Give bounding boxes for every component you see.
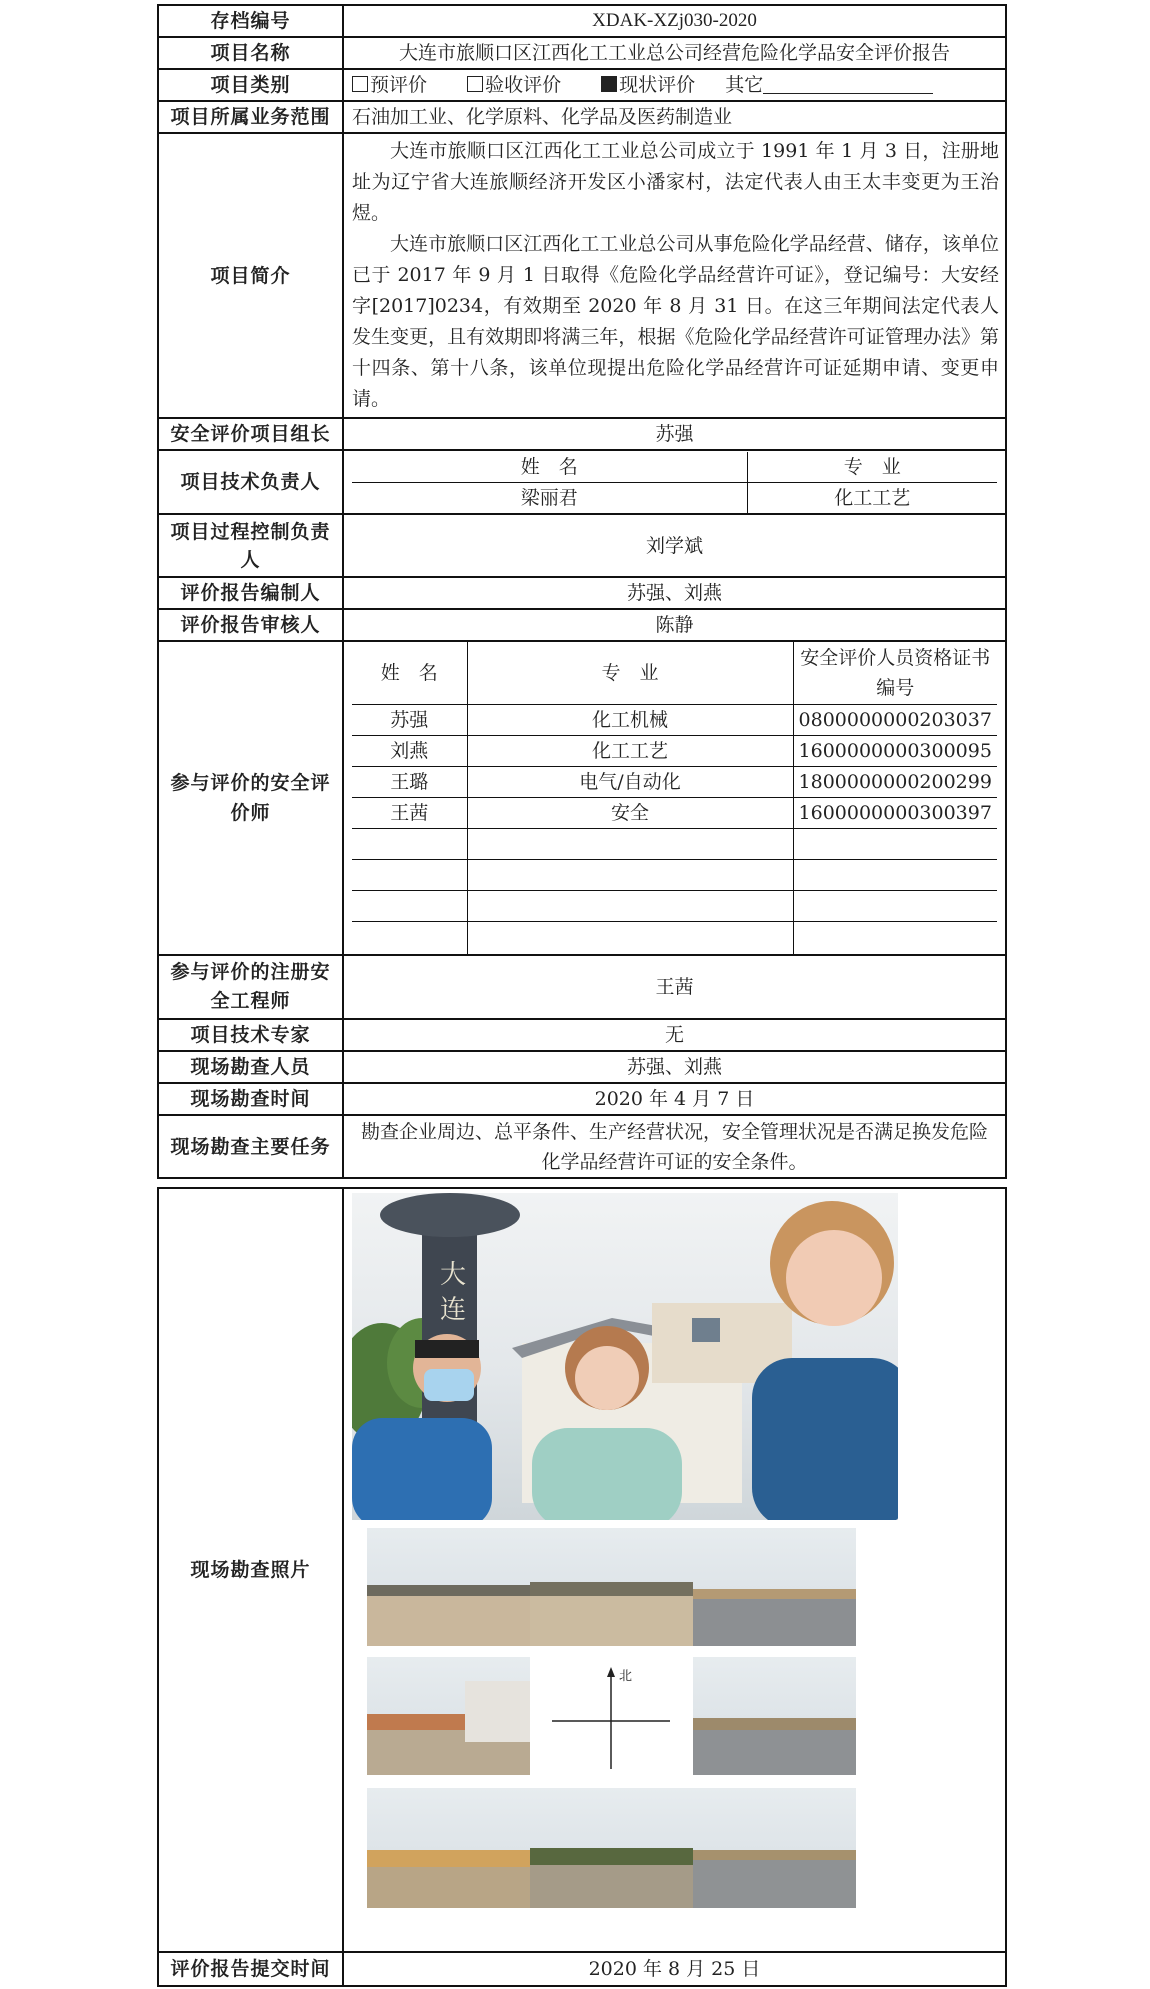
site-photo-5: [693, 1657, 856, 1775]
tech-lead-subtable: [343, 450, 1006, 514]
site-photo-3: [693, 1528, 856, 1646]
survey-task-label: 现场勘查主要任务: [158, 1115, 343, 1178]
option-current-eval: 现状评价: [619, 74, 696, 96]
assessors-label: 参与评价的安全评价师: [158, 641, 343, 955]
option-acceptance-eval: 验收评价: [485, 74, 562, 96]
assessor-cert: 0800000000203037: [793, 704, 997, 735]
survey-photos-label: 现场勘查照片: [158, 1188, 343, 1952]
process-control-label: 项目过程控制负责人: [158, 514, 343, 577]
empty-cell: [793, 859, 997, 890]
empty-cell: [467, 828, 793, 859]
site-photo-6: [367, 1788, 530, 1908]
survey-time-label: 现场勘查时间: [158, 1083, 343, 1115]
survey-staff-value: 苏强、刘燕: [343, 1051, 1006, 1083]
assessors-header-cert: 安全评价人员资格证书编号: [793, 642, 997, 704]
assessors-header-name: 姓 名: [352, 642, 467, 704]
project-type-label: 项目类别: [158, 69, 343, 101]
north-label: 北: [619, 1669, 633, 1684]
business-scope-value: 石油加工业、化学原料、化学品及医药制造业: [343, 101, 1006, 133]
tech-lead-name: 梁丽君: [352, 482, 747, 513]
empty-cell: [467, 921, 793, 954]
assessor-major: 化工机械: [467, 704, 793, 735]
tech-lead-label: 项目技术负责人: [158, 450, 343, 514]
assessor-major: 化工工艺: [467, 735, 793, 766]
assessor-major: 安全: [467, 797, 793, 828]
option-other: 其它: [725, 74, 764, 96]
report-reviewer-label: 评价报告审核人: [158, 609, 343, 641]
compass-arrow-icon: [546, 1663, 676, 1771]
option-pre-eval: 预评价: [370, 74, 428, 96]
report-author-label: 评价报告编制人: [158, 577, 343, 609]
north-compass-diagram: [546, 1663, 676, 1771]
empty-cell: [793, 828, 997, 859]
survey-staff-label: 现场勘查人员: [158, 1051, 343, 1083]
assessor-name: 刘燕: [352, 735, 467, 766]
assessor-cert: 1600000000300397: [793, 797, 997, 828]
svg-text:连: 连: [440, 1295, 467, 1325]
assessor-name: 苏强: [352, 704, 467, 735]
registered-engineer-value: 王茜: [343, 955, 1006, 1019]
empty-cell: [793, 921, 997, 954]
assessor-cert: 1800000000200299: [793, 766, 997, 797]
team-leader-label: 安全评价项目组长: [158, 418, 343, 450]
tech-lead-header-major: 专 业: [747, 452, 997, 483]
other-blank-line: [763, 73, 933, 94]
empty-cell: [467, 890, 793, 921]
project-name-value: 大连市旅顺口区江西化工工业总公司经营危险化学品安全评价报告: [343, 37, 1006, 69]
site-photo-7: [530, 1788, 693, 1908]
svg-text:大: 大: [440, 1260, 467, 1290]
process-control-value: 刘学斌: [343, 514, 1006, 577]
intro-content: [343, 133, 1006, 418]
project-type-options: [343, 69, 1006, 101]
business-scope-label: 项目所属业务范围: [158, 101, 343, 133]
report-reviewer-value: 陈静: [343, 609, 1006, 641]
submit-time-label: 评价报告提交时间: [158, 1952, 343, 1986]
project-name-label: 项目名称: [158, 37, 343, 69]
site-photo-2: [530, 1528, 693, 1646]
intro-label: 项目简介: [158, 133, 343, 418]
empty-cell: [352, 890, 467, 921]
info-table: [157, 4, 1007, 1179]
checkbox-acceptance-eval[interactable]: [467, 76, 483, 92]
assessors-header-major: 专 业: [467, 642, 793, 704]
site-photo-1: [367, 1528, 530, 1646]
empty-cell: [793, 890, 997, 921]
tech-lead-major: 化工工艺: [747, 482, 997, 513]
intro-paragraph-2: 大连市旅顺口区江西化工工业总公司从事危险化学品经营、储存，该单位已于 2017 年 9 月 1 日取得《危险化学品经营许可证》，登记编号：大安经字[2017]0234，有效期至 2020 年 8 月 31 日。在这三年期间法定代表人发生变更，且有效期即将满三年，根据《危险化学品经营许可证管理办法》第十四条、第十八条，该单位现提出危险化学品经营许可证延期申请、变更申请。: [352, 233, 999, 410]
report-author-value: 苏强、刘燕: [343, 577, 1006, 609]
tech-expert-value: 无: [343, 1019, 1006, 1051]
empty-cell: [352, 828, 467, 859]
checkbox-current-eval[interactable]: [601, 76, 617, 92]
team-selfie-photo: [352, 1193, 898, 1520]
empty-cell: [352, 921, 467, 954]
tech-expert-label: 项目技术专家: [158, 1019, 343, 1051]
archive-no-value: XDAK-XZj030-2020: [343, 5, 1006, 37]
team-selfie-illustration: [352, 1193, 898, 1520]
tech-lead-header-name: 姓 名: [352, 452, 747, 483]
assessor-name: 王璐: [352, 766, 467, 797]
survey-time-value: 2020 年 4 月 7 日: [343, 1083, 1006, 1115]
assessor-cert: 1600000000300095: [793, 735, 997, 766]
intro-paragraph-1: 大连市旅顺口区江西化工工业总公司成立于 1991 年 1 月 3 日，注册地址为辽宁省大连旅顺经济开发区小潘家村，法定代表人由王太丰变更为王治煜。: [352, 140, 999, 224]
submit-time-value: 2020 年 8 月 25 日: [343, 1952, 1006, 1986]
assessor-major: 电气/自动化: [467, 766, 793, 797]
site-photo-8: [693, 1788, 856, 1908]
assessors-subtable: [343, 641, 1006, 955]
registered-engineer-label: 参与评价的注册安全工程师: [158, 955, 343, 1019]
team-leader-value: 苏强: [343, 418, 1006, 450]
checkbox-pre-eval[interactable]: [352, 76, 368, 92]
empty-cell: [352, 859, 467, 890]
site-photo-4: [367, 1657, 530, 1775]
survey-task-value: 勘查企业周边、总平条件、生产经营状况，安全管理状况是否满足换发危险化学品经营许可证的安全条件。: [343, 1115, 1006, 1178]
archive-no-label: 存档编号: [158, 5, 343, 37]
assessor-name: 王茜: [352, 797, 467, 828]
empty-cell: [467, 859, 793, 890]
